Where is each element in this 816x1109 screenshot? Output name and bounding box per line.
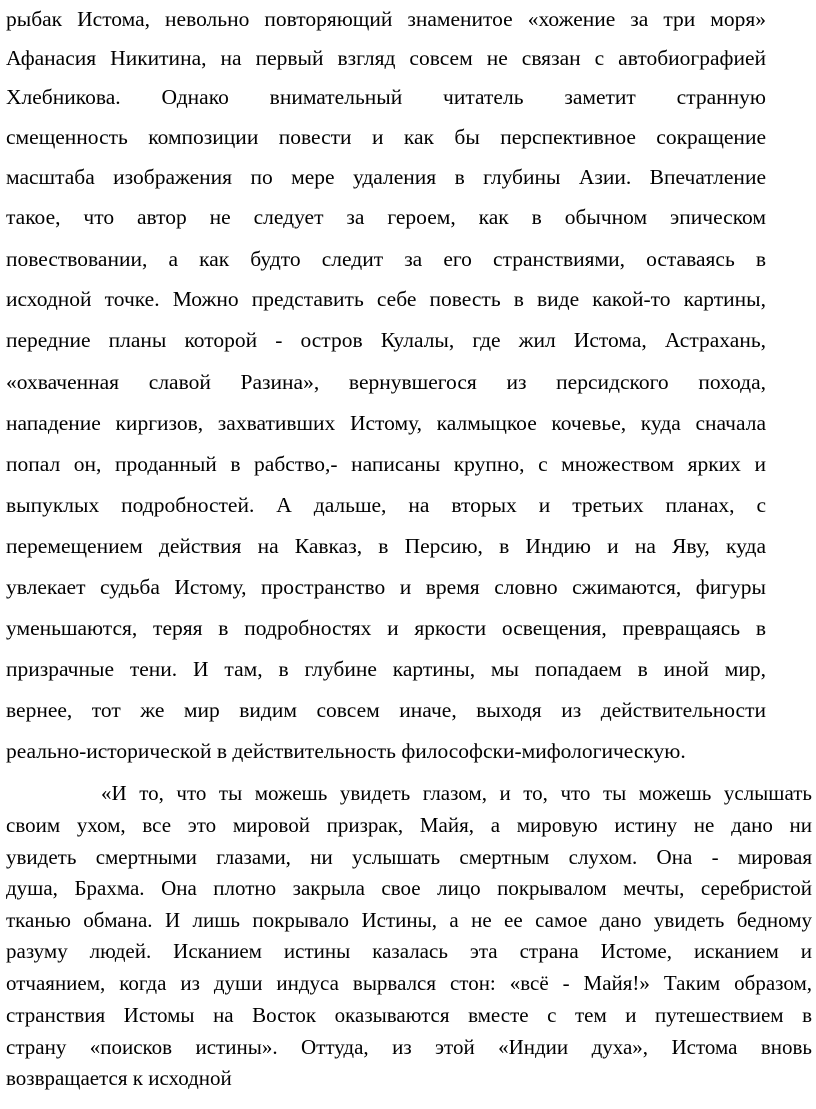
text-line: «И то, что ты можешь увидеть глазом, и то, что ты можешь услышать [101,781,812,805]
text-line: масштаба изображения по мере удаления в глубины Азии. Впечатление [6,165,766,189]
text-line: возвращается к исходной [6,1066,232,1090]
text-line: тканью обмана. И лишь покрывало Истины, а не ее самое дано увидеть бедному [6,908,812,932]
text-line: смещенность композиции повести и как бы перспективное сокращение [6,125,766,149]
text-line: своим ухом, все это мировой призрак, Майя, а мировую истину не дано ни [6,813,812,837]
text-line: разуму людей. Исканием истины казалась эта страна Истоме, исканием и [6,939,812,963]
text-line: страну «поисков истины». Оттуда, из этой «Индии духа», Истома вновь [6,1035,812,1059]
text-line: странствия Истомы на Восток оказываются вместе с тем и путешествием в [6,1003,812,1027]
text-line: увидеть смертными глазами, ни услышать смертным слухом. Она - мировая [6,845,812,869]
text-line: реально-исторической в действительность философски-мифологическую. [6,739,686,763]
text-line: увлекает судьба Истому, пространство и время словно сжимаются, фигуры [6,575,766,599]
text-line: рыбак Истома, невольно повторяющий знаменитое «хожение за три моря» [6,7,766,31]
text-line: нападение киргизов, захвативших Истому, калмыцкое кочевье, куда сначала [6,411,766,435]
text-line: Хлебникова. Однако внимательный читатель заметит странную [6,85,766,109]
text-line: душа, Брахма. Она плотно закрыла свое лицо покрывалом мечты, серебристой [6,876,812,900]
text-line: призрачные тени. И там, в глубине картины, мы попадаем в иной мир, [6,657,766,681]
text-line: такое, что автор не следует за героем, как в обычном эпическом [6,205,766,229]
text-line: выпуклых подробностей. А дальше, на вторых и третьих планах, с [6,493,766,517]
text-line: «охваченная славой Разина», вернувшегося из персидского похода, [6,370,766,394]
text-line: попал он, проданный в рабство,- написаны крупно, с множеством ярких и [6,452,766,476]
text-line: перемещением действия на Кавказ, в Персию, в Индию и на Яву, куда [6,534,766,558]
text-line: исходной точке. Можно представить себе повесть в виде какой-то картины, [6,287,766,311]
text-line: Афанасия Никитина, на первый взгляд совсем не связан с автобиографией [6,46,766,70]
text-line: отчаянием, когда из души индуса вырвался стон: «всё - Майя!» Таким образом, [6,971,812,995]
text-line: уменьшаются, теряя в подробностях и яркости освещения, превращаясь в [6,616,766,640]
text-line: вернее, тот же мир видим совсем иначе, выходя из действительности [6,698,766,722]
text-line: повествовании, а как будто следит за его странствиями, оставаясь в [6,247,766,271]
text-line: передние планы которой - остров Кулалы, где жил Истома, Астрахань, [6,328,766,352]
